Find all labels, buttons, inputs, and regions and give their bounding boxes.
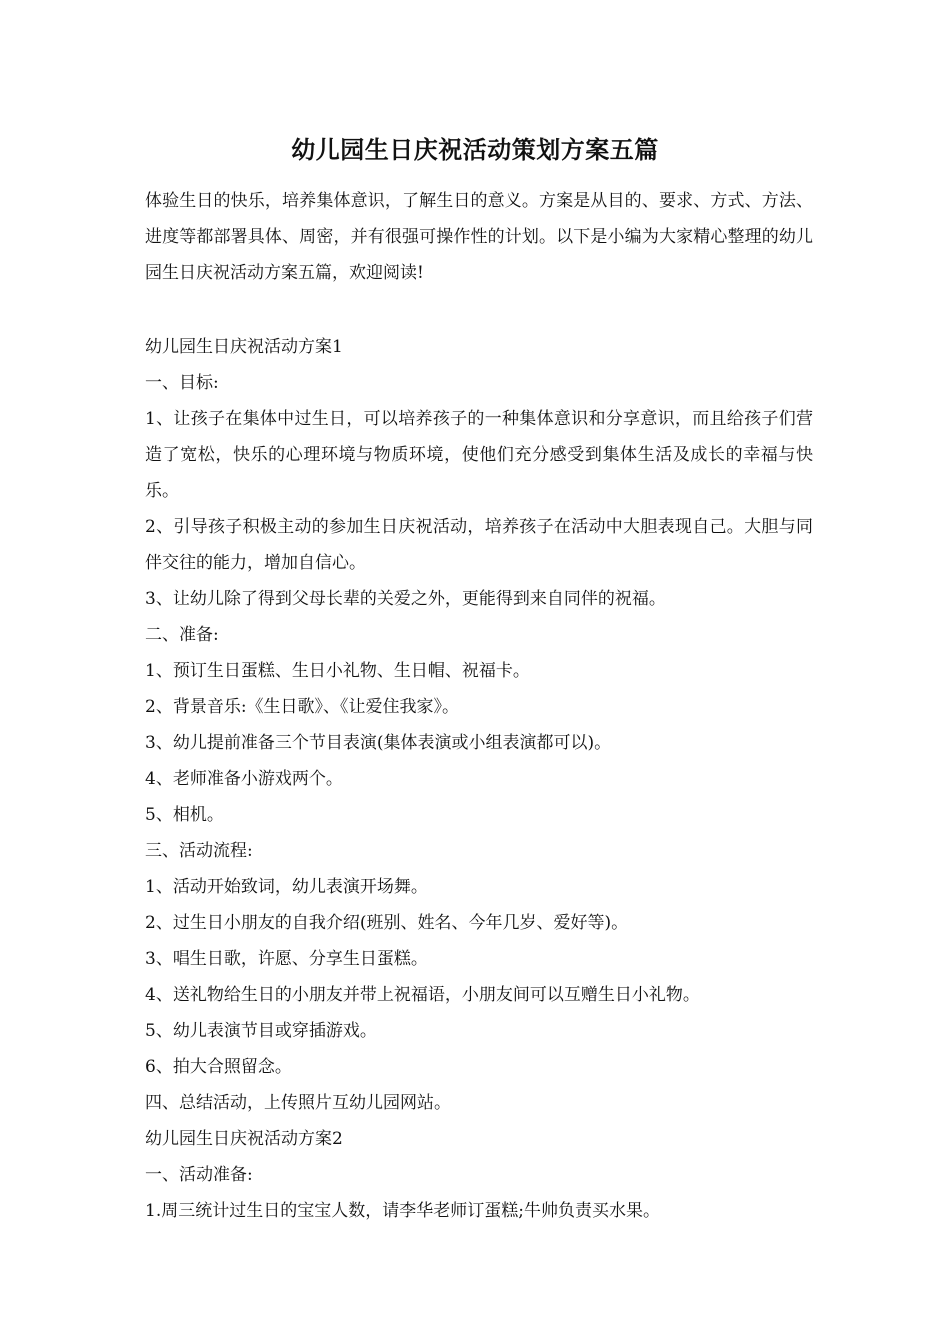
intro-paragraph: 体验生日的快乐，培养集体意识，了解生日的意义。方案是从目的、要求、方式、方法、进度等都部署具体、周密，并有很强可操作性的计划。以下是小编为大家精心整理的幼儿园生日庆祝活动方案五篇，欢迎阅读! [145,191,813,283]
list-item: 6、拍大合照留念。 [145,1057,292,1077]
subheading: 一、活动准备: [145,1165,253,1185]
document-body [145,329,813,1229]
list-item: 3、唱生日歌，许愿、分享生日蛋糕。 [145,949,428,969]
list-item: 4、老师准备小游戏两个。 [145,769,343,789]
subheading: 四、总结活动，上传照片互幼儿园网站。 [145,1093,451,1113]
list-item: 3、幼儿提前准备三个节目表演(集体表演或小组表演都可以)。 [145,733,612,753]
list-item: 1.周三统计过生日的宝宝人数，请李华老师订蛋糕;牛帅负责买水果。 [145,1201,660,1221]
section-heading: 幼儿园生日庆祝活动方案2 [145,1129,343,1149]
list-item: 3、让幼儿除了得到父母长辈的关爱之外，更能得到来自同伴的祝福。 [145,589,666,609]
subheading: 二、准备: [145,625,219,645]
list-item: 1、预订生日蛋糕、生日小礼物、生日帽、祝福卡。 [145,661,530,681]
subheading: 一、目标: [145,373,219,393]
list-item: 2、引导孩子积极主动的参加生日庆祝活动，培养孩子在活动中大胆表现自己。大胆与同伴交往的能力，增加自信心。 [145,517,813,573]
section-heading: 幼儿园生日庆祝活动方案1 [145,337,343,357]
subheading: 三、活动流程: [145,841,253,861]
list-item: 1、让孩子在集体中过生日，可以培养孩子的一种集体意识和分享意识，而且给孩子们营造了宽松，快乐的心理环境与物质环境，使他们充分感受到集体生活及成长的幸福与快乐。 [145,409,813,501]
document-title: 幼儿园生日庆祝活动策划方案五篇 [291,135,659,164]
list-item: 2、过生日小朋友的自我介绍(班别、姓名、今年几岁、爱好等)。 [145,913,629,933]
list-item: 2、背景音乐:《生日歌》、《让爱住我家》。 [145,697,460,717]
list-item: 5、相机。 [145,805,224,825]
list-item: 1、活动开始致词，幼儿表演开场舞。 [145,877,428,897]
list-item: 5、幼儿表演节目或穿插游戏。 [145,1021,377,1041]
list-item: 4、送礼物给生日的小朋友并带上祝福语，小朋友间可以互赠生日小礼物。 [145,985,700,1005]
